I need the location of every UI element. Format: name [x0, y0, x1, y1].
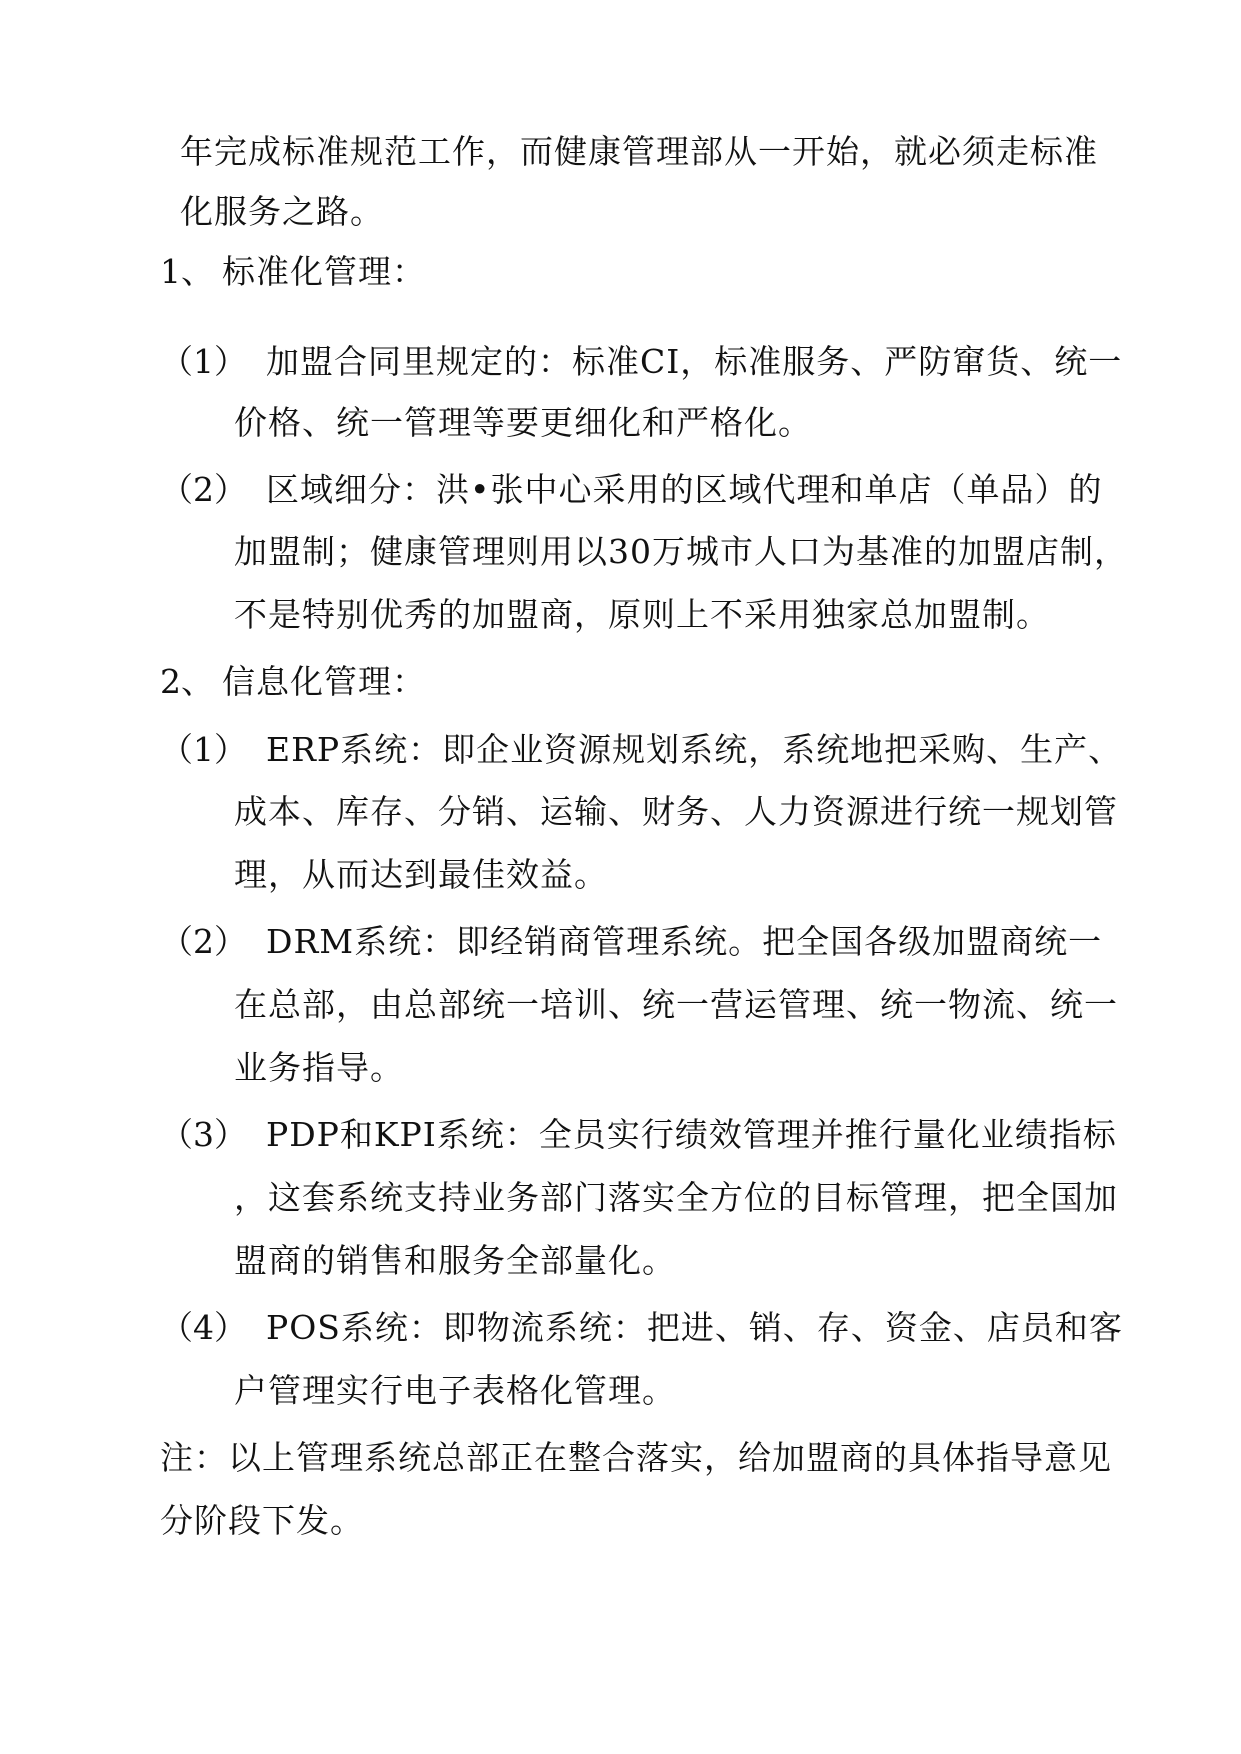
section-2-number: 2、 [160, 662, 214, 701]
section-1-item-2-line-1: 区域细分：洪•张中心采用的区域代理和单店（单品）的 [266, 470, 1103, 509]
section-2-item-3-line-1: PDP和KPI系统：全员实行绩效管理并推行量化业绩指标 [266, 1115, 1117, 1154]
section-2-item-1-line-1: ERP系统：即企业资源规划系统，系统地把采购、生产、 [266, 730, 1123, 769]
section-2-item-2-number: （2） [160, 922, 247, 961]
section-2-item-2-line-1: DRM系统：即经销商管理系统。把全国各级加盟商统一 [266, 922, 1103, 961]
section-2-item-4-line-1: POS系统：即物流系统：把进、销、存、资金、店员和客 [266, 1308, 1123, 1347]
section-1-item-1-line-1: 加盟合同里规定的：标准CI，标准服务、严防窜货、统一 [266, 342, 1123, 381]
section-1-item-1-line-2: 价格、统一管理等要更细化和严格化。 [234, 403, 812, 442]
section-1-number: 1、 [160, 252, 214, 291]
note-line-2: 分阶段下发。 [160, 1501, 364, 1540]
section-2-item-4-number: （4） [160, 1308, 247, 1347]
section-2-item-1-number: （1） [160, 730, 247, 769]
section-2-item-1-line-2: 成本、库存、分销、运输、财务、人力资源进行统一规划管 [234, 792, 1118, 831]
section-2-item-4-line-2: 户管理实行电子表格化管理。 [234, 1371, 676, 1410]
section-2-item-3-line-2: ，这套系统支持业务部门落实全方位的目标管理，把全国加 [234, 1178, 1118, 1217]
section-2-item-1-line-3: 理，从而达到最佳效益。 [234, 855, 608, 894]
section-1-item-2-line-3: 不是特别优秀的加盟商，原则上不采用独家总加盟制。 [234, 595, 1050, 634]
section-1-item-1-number: （1） [160, 342, 247, 381]
intro-line-1: 年完成标准规范工作，而健康管理部从一开始，就必须走标准 [180, 132, 1098, 171]
note-line-1: 注：以上管理系统总部正在整合落实，给加盟商的具体指导意见 [160, 1438, 1112, 1477]
section-2-item-3-line-3: 盟商的销售和服务全部量化。 [234, 1241, 676, 1280]
section-1-item-2-line-2: 加盟制；健康管理则用以30万城市人口为基准的加盟店制， [234, 532, 1128, 571]
section-2-item-2-line-2: 在总部，由总部统一培训、统一营运管理、统一物流、统一 [234, 985, 1118, 1024]
section-1-item-2-number: （2） [160, 470, 247, 509]
intro-line-2: 化服务之路。 [180, 192, 384, 231]
section-2-item-3-number: （3） [160, 1115, 247, 1154]
section-2-item-2-line-3: 业务指导。 [234, 1048, 404, 1087]
section-1-title: 标准化管理： [222, 252, 426, 291]
section-2-title: 信息化管理： [222, 662, 426, 701]
